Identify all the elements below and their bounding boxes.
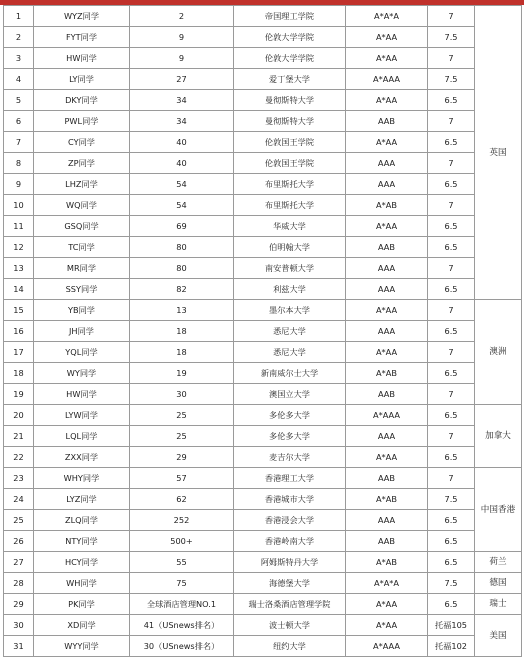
university-rank-cell: 19: [130, 363, 234, 384]
student-name-cell: LYW同学: [34, 405, 130, 426]
university-name-cell: 南安普顿大学: [234, 258, 346, 279]
table-row: [4, 132, 522, 153]
university-name-cell: 曼彻斯特大学: [234, 111, 346, 132]
alevel-grades-cell: AAB: [346, 384, 428, 405]
university-name-cell: 麦吉尔大学: [234, 447, 346, 468]
university-rank-cell: 27: [130, 69, 234, 90]
alevel-grades-cell: AAA: [346, 426, 428, 447]
university-rank-cell: 30: [130, 384, 234, 405]
university-name-cell: 墨尔本大学: [234, 300, 346, 321]
university-rank-cell: 55: [130, 552, 234, 573]
alevel-grades-cell: A*AA: [346, 90, 428, 111]
language-score-cell: 6.5: [428, 447, 475, 468]
student-name-cell: WYY同学: [34, 636, 130, 657]
university-name-cell: 香港岭南大学: [234, 531, 346, 552]
student-name-cell: WH同学: [34, 573, 130, 594]
university-rank-cell: 18: [130, 321, 234, 342]
university-name-cell: 新南威尔士大学: [234, 363, 346, 384]
language-score-cell: 7: [428, 48, 475, 69]
row-number-cell: 7: [4, 132, 34, 153]
table-row: [4, 216, 522, 237]
student-name-cell: GSQ同学: [34, 216, 130, 237]
student-name-cell: LHZ同学: [34, 174, 130, 195]
student-name-cell: WQ同学: [34, 195, 130, 216]
alevel-grades-cell: A*AB: [346, 552, 428, 573]
row-number-cell: 3: [4, 48, 34, 69]
university-rank-cell: 54: [130, 195, 234, 216]
table-row: [4, 510, 522, 531]
university-name-cell: 瑞士洛桑酒店管理学院: [234, 594, 346, 615]
language-score-cell: 6.5: [428, 405, 475, 426]
table-row: [4, 90, 522, 111]
university-name-cell: 布里斯托大学: [234, 174, 346, 195]
language-score-cell: 7: [428, 111, 475, 132]
student-name-cell: MR同学: [34, 258, 130, 279]
university-rank-cell: 69: [130, 216, 234, 237]
university-rank-cell: 13: [130, 300, 234, 321]
university-name-cell: 多伦多大学: [234, 405, 346, 426]
university-name-cell: 纽约大学: [234, 636, 346, 657]
university-rank-cell: 57: [130, 468, 234, 489]
row-number-cell: 12: [4, 237, 34, 258]
university-name-cell: 多伦多大学: [234, 426, 346, 447]
university-rank-cell: 62: [130, 489, 234, 510]
table-row: [4, 237, 522, 258]
university-name-cell: 伦敦大学学院: [234, 48, 346, 69]
table-row: [4, 27, 522, 48]
language-score-cell: 6.5: [428, 279, 475, 300]
university-name-cell: 悉尼大学: [234, 342, 346, 363]
row-number-cell: 5: [4, 90, 34, 111]
language-score-cell: 6.5: [428, 216, 475, 237]
language-score-cell: 6.5: [428, 321, 475, 342]
alevel-grades-cell: AAA: [346, 510, 428, 531]
language-score-cell: 6.5: [428, 531, 475, 552]
row-number-cell: 20: [4, 405, 34, 426]
student-name-cell: WHY同学: [34, 468, 130, 489]
alevel-grades-cell: A*AA: [346, 615, 428, 636]
student-name-cell: YQL同学: [34, 342, 130, 363]
university-rank-cell: 500+: [130, 531, 234, 552]
table-row: [4, 447, 522, 468]
row-number-cell: 11: [4, 216, 34, 237]
table-row: [4, 615, 522, 636]
university-rank-cell: 41（USnews排名）: [130, 615, 234, 636]
row-number-cell: 1: [4, 6, 34, 27]
table-row: [4, 48, 522, 69]
alevel-grades-cell: A*AA: [346, 594, 428, 615]
table-row: [4, 384, 522, 405]
region-cell: 澳洲: [475, 300, 522, 405]
alevel-grades-cell: AAB: [346, 531, 428, 552]
alevel-grades-cell: A*AA: [346, 27, 428, 48]
alevel-grades-cell: A*AAA: [346, 636, 428, 657]
row-number-cell: 24: [4, 489, 34, 510]
row-number-cell: 14: [4, 279, 34, 300]
table-row: [4, 321, 522, 342]
university-rank-cell: 54: [130, 174, 234, 195]
row-number-cell: 25: [4, 510, 34, 531]
alevel-grades-cell: A*AA: [346, 300, 428, 321]
row-number-cell: 29: [4, 594, 34, 615]
language-score-cell: 7: [428, 300, 475, 321]
row-number-cell: 22: [4, 447, 34, 468]
table-row: [4, 69, 522, 90]
alevel-grades-cell: A*AA: [346, 216, 428, 237]
student-name-cell: PWL同学: [34, 111, 130, 132]
row-number-cell: 15: [4, 300, 34, 321]
university-name-cell: 悉尼大学: [234, 321, 346, 342]
language-score-cell: 7: [428, 258, 475, 279]
table-row: [4, 195, 522, 216]
region-cell: 美国: [475, 615, 522, 657]
alevel-grades-cell: A*AA: [346, 342, 428, 363]
university-rank-cell: 9: [130, 27, 234, 48]
university-name-cell: 爱丁堡大学: [234, 69, 346, 90]
university-name-cell: 曼彻斯特大学: [234, 90, 346, 111]
student-name-cell: FYT同学: [34, 27, 130, 48]
student-name-cell: JH同学: [34, 321, 130, 342]
alevel-grades-cell: A*AAA: [346, 69, 428, 90]
university-rank-cell: 30（USnews排名）: [130, 636, 234, 657]
university-name-cell: 波士顿大学: [234, 615, 346, 636]
student-name-cell: XD同学: [34, 615, 130, 636]
university-name-cell: 伦敦国王学院: [234, 153, 346, 174]
alevel-grades-cell: AAA: [346, 321, 428, 342]
region-cell: 瑞士: [475, 594, 522, 615]
table-row: [4, 594, 522, 615]
alevel-grades-cell: AAA: [346, 174, 428, 195]
university-name-cell: 利兹大学: [234, 279, 346, 300]
language-score-cell: 7: [428, 426, 475, 447]
university-rank-cell: 82: [130, 279, 234, 300]
student-name-cell: WY同学: [34, 363, 130, 384]
university-rank-cell: 34: [130, 111, 234, 132]
student-name-cell: YB同学: [34, 300, 130, 321]
university-rank-cell: 25: [130, 426, 234, 447]
row-number-cell: 9: [4, 174, 34, 195]
language-score-cell: 7: [428, 6, 475, 27]
row-number-cell: 2: [4, 27, 34, 48]
language-score-cell: 7.5: [428, 27, 475, 48]
alevel-grades-cell: A*AAA: [346, 405, 428, 426]
student-name-cell: ZXX同学: [34, 447, 130, 468]
language-score-cell: 6.5: [428, 90, 475, 111]
table-row: [4, 552, 522, 573]
university-name-cell: 海德堡大学: [234, 573, 346, 594]
table-row: [4, 468, 522, 489]
row-number-cell: 31: [4, 636, 34, 657]
student-name-cell: DKY同学: [34, 90, 130, 111]
language-score-cell: 6.5: [428, 594, 475, 615]
language-score-cell: 6.5: [428, 363, 475, 384]
alevel-grades-cell: AAB: [346, 468, 428, 489]
language-score-cell: 6.5: [428, 237, 475, 258]
university-rank-cell: 252: [130, 510, 234, 531]
table-row: [4, 405, 522, 426]
table-row: [4, 426, 522, 447]
language-score-cell: 托福105: [428, 615, 475, 636]
row-number-cell: 16: [4, 321, 34, 342]
table-row: [4, 342, 522, 363]
table-wrapper: [3, 5, 522, 657]
alevel-grades-cell: AAB: [346, 237, 428, 258]
student-name-cell: TC同学: [34, 237, 130, 258]
table-row: [4, 636, 522, 657]
language-score-cell: 7: [428, 468, 475, 489]
table-row: [4, 573, 522, 594]
university-name-cell: 香港城市大学: [234, 489, 346, 510]
university-rank-cell: 9: [130, 48, 234, 69]
university-name-cell: 华威大学: [234, 216, 346, 237]
row-number-cell: 6: [4, 111, 34, 132]
row-number-cell: 18: [4, 363, 34, 384]
row-number-cell: 30: [4, 615, 34, 636]
student-name-cell: HW同学: [34, 384, 130, 405]
university-name-cell: 布里斯托大学: [234, 195, 346, 216]
university-rank-cell: 2: [130, 6, 234, 27]
row-number-cell: 21: [4, 426, 34, 447]
row-number-cell: 26: [4, 531, 34, 552]
student-name-cell: ZP同学: [34, 153, 130, 174]
language-score-cell: 7.5: [428, 573, 475, 594]
region-cell: 德国: [475, 573, 522, 594]
student-name-cell: WYZ同学: [34, 6, 130, 27]
row-number-cell: 4: [4, 69, 34, 90]
university-name-cell: 伦敦国王学院: [234, 132, 346, 153]
student-name-cell: LYZ同学: [34, 489, 130, 510]
alevel-grades-cell: A*A*A: [346, 573, 428, 594]
row-number-cell: 10: [4, 195, 34, 216]
university-rank-cell: 40: [130, 132, 234, 153]
university-name-cell: 香港理工大学: [234, 468, 346, 489]
alevel-grades-cell: AAA: [346, 258, 428, 279]
table-row: [4, 153, 522, 174]
table-row: [4, 363, 522, 384]
language-score-cell: 6.5: [428, 132, 475, 153]
language-score-cell: 7.5: [428, 69, 475, 90]
university-rank-cell: 75: [130, 573, 234, 594]
alevel-grades-cell: A*AA: [346, 132, 428, 153]
row-number-cell: 8: [4, 153, 34, 174]
university-rank-cell: 80: [130, 237, 234, 258]
alevel-grades-cell: A*A*A: [346, 6, 428, 27]
university-name-cell: 澳国立大学: [234, 384, 346, 405]
row-number-cell: 17: [4, 342, 34, 363]
language-score-cell: 托福102: [428, 636, 475, 657]
alevel-grades-cell: A*AB: [346, 363, 428, 384]
university-name-cell: 香港浸会大学: [234, 510, 346, 531]
language-score-cell: 6.5: [428, 552, 475, 573]
table-row: [4, 300, 522, 321]
region-cell: 加拿大: [475, 405, 522, 468]
alevel-grades-cell: A*AA: [346, 48, 428, 69]
university-rank-cell: 40: [130, 153, 234, 174]
university-name-cell: 帝国理工学院: [234, 6, 346, 27]
region-cell: 荷兰: [475, 552, 522, 573]
language-score-cell: 7: [428, 342, 475, 363]
university-name-cell: 伦敦大学学院: [234, 27, 346, 48]
row-number-cell: 23: [4, 468, 34, 489]
alevel-grades-cell: A*AB: [346, 195, 428, 216]
table-row: [4, 531, 522, 552]
region-cell: 英国: [475, 6, 522, 300]
student-name-cell: NTY同学: [34, 531, 130, 552]
table-row: [4, 111, 522, 132]
alevel-grades-cell: AAB: [346, 111, 428, 132]
language-score-cell: 6.5: [428, 510, 475, 531]
language-score-cell: 7: [428, 153, 475, 174]
row-number-cell: 27: [4, 552, 34, 573]
university-rank-cell: 全球酒店管理NO.1: [130, 594, 234, 615]
alevel-grades-cell: A*AA: [346, 447, 428, 468]
language-score-cell: 7: [428, 195, 475, 216]
table-row: [4, 279, 522, 300]
row-number-cell: 28: [4, 573, 34, 594]
student-name-cell: HW同学: [34, 48, 130, 69]
student-name-cell: ZLQ同学: [34, 510, 130, 531]
region-cell: 中国香港: [475, 468, 522, 552]
university-rank-cell: 29: [130, 447, 234, 468]
table-row: [4, 258, 522, 279]
student-name-cell: PK同学: [34, 594, 130, 615]
alevel-grades-cell: A*AB: [346, 489, 428, 510]
table-row: [4, 174, 522, 195]
admissions-table: [3, 5, 522, 657]
student-name-cell: LQL同学: [34, 426, 130, 447]
language-score-cell: 7: [428, 384, 475, 405]
university-rank-cell: 34: [130, 90, 234, 111]
table-row: [4, 489, 522, 510]
alevel-grades-cell: AAA: [346, 153, 428, 174]
language-score-cell: 7.5: [428, 489, 475, 510]
university-rank-cell: 18: [130, 342, 234, 363]
alevel-grades-cell: AAA: [346, 279, 428, 300]
student-name-cell: LY同学: [34, 69, 130, 90]
row-number-cell: 19: [4, 384, 34, 405]
row-number-cell: 13: [4, 258, 34, 279]
language-score-cell: 6.5: [428, 174, 475, 195]
university-name-cell: 阿姆斯特丹大学: [234, 552, 346, 573]
university-rank-cell: 80: [130, 258, 234, 279]
table-row: [4, 6, 522, 27]
university-rank-cell: 25: [130, 405, 234, 426]
student-name-cell: SSY同学: [34, 279, 130, 300]
university-name-cell: 伯明翰大学: [234, 237, 346, 258]
student-name-cell: HCY同学: [34, 552, 130, 573]
student-name-cell: CY同学: [34, 132, 130, 153]
